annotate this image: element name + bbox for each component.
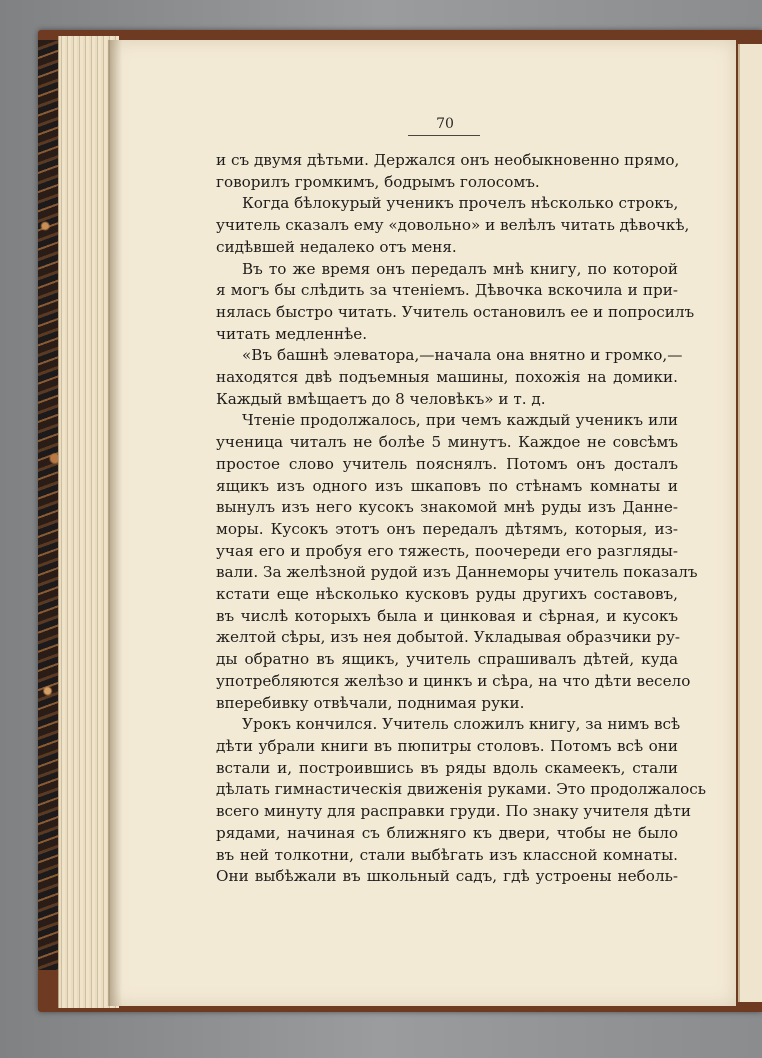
text-line: ящикъ изъ одного изъ шкаповъ по стѣнамъ комнаты и [216,476,678,495]
text-line: ученица читалъ не болѣе 5 минутъ. Каждое не совсѣмъ [216,433,678,452]
text-line: рядами, начиная съ ближняго къ двери, чтобы не было [216,823,678,842]
text-line: учитель сказалъ ему «довольно» и велѣлъ читать дѣвочкѣ, [216,216,690,235]
text-line: кстати еще нѣсколько кусковъ руды другихъ составовъ, [216,585,678,604]
text-line: вали. За желѣзной рудой изъ Даннеморы учитель показалъ [216,563,698,582]
text-line: Они выбѣжали въ школьный садъ, гдѣ устроены неболь- [216,867,678,886]
text-line: вынулъ изъ него кусокъ знакомой мнѣ руды изъ Даннe- [216,498,678,517]
page-number: 70 [436,116,454,132]
text-line: дѣлать гимнастическія движенія руками. Это продолжалось [216,780,706,799]
text-line: ды обратно въ ящикъ, учитель спрашивалъ дѣтей, куда [216,650,678,669]
text-line: читать медленнѣе. [216,324,368,343]
text-line: вперебивку отвѣчали, поднимая руки. [216,693,525,712]
text-line: простое слово учитель пояснялъ. Потомъ онъ досталъ [216,454,678,473]
text-line: и съ двумя дѣтьми. Держался онъ необыкновенно прямо, [216,151,680,169]
text-line: Въ то же время онъ передалъ мнѣ книгу, по которой [242,259,678,278]
text-line: я могъ бы слѣдить за чтеніемъ. Дѣвочка вскочила и при- [216,281,678,300]
text-line: употребляются желѣзо и цинкъ и сѣра, на что дѣти весело [216,671,691,690]
spine-shadow [108,40,122,1006]
page-number-rule [408,135,480,136]
text-line: дѣти убрали книги въ пюпитры столовъ. Потомъ всѣ они [216,736,678,755]
text-line: Каждый вмѣщаетъ до 8 человѣкъ» и т. д. [216,389,546,408]
text-line: сидѣвшей недалеко отъ меня. [216,237,457,256]
text-line: нялась быстро читать. Учитель остановилъ ее и попросилъ [216,302,695,321]
text-line: въ числѣ которыхъ была и цинковая и сѣрная, и кусокъ [216,606,678,625]
text-line: Урокъ кончился. Учитель сложилъ книгу, за нимъ всѣ [242,715,681,734]
text-line: моры. Кусокъ этотъ онъ передалъ дѣтямъ, которыя, из- [216,519,678,538]
text-line: всего минуту для расправки груди. По знаку учителя дѣти [216,802,691,821]
text-line: желтой сѣры, изъ нея добытой. Укладывая образчики ру- [216,628,681,647]
text-line: Чтеніе продолжалось, при чемъ каждый ученикъ или [242,411,678,430]
text-line: находятся двѣ подъемныя машины, похожія на домики. [216,368,678,387]
text-line: учая его и пробуя его тяжесть, поочереди его разгляды- [216,541,678,560]
text-line: «Въ башнѣ элеватора,—начала она внятно и громко,— [242,346,683,365]
text-line: говорилъ громкимъ, бодрымъ голосомъ. [216,172,540,191]
text-line: встали и, построившись въ ряды вдоль скамеекъ, стали [216,758,678,777]
body-text [216,150,706,888]
text-line: въ ней толкотни, стали выбѣгать изъ классной комнаты. [216,845,678,864]
facing-page-edge [738,44,762,1002]
text-line: Когда бѣлокурый ученикъ прочелъ нѣсколько строкъ, [242,194,679,213]
